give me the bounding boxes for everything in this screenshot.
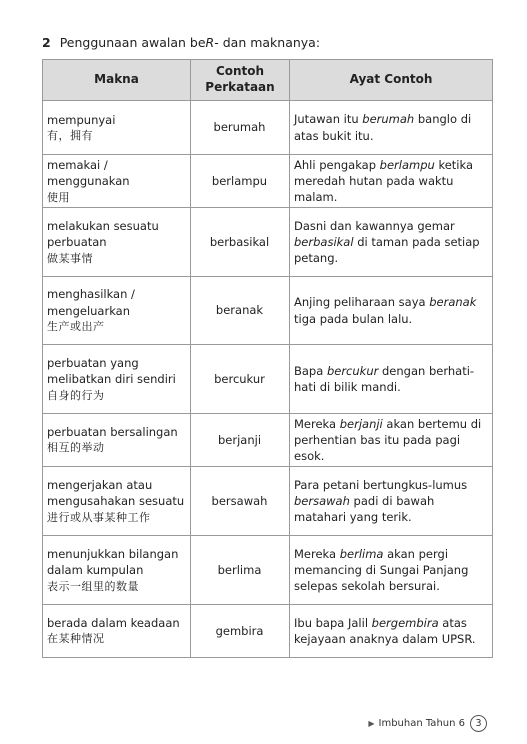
- arrow-right-icon: ▶: [368, 719, 375, 728]
- meaning-text: mengerjakan atau mengusahakan sesuatu: [47, 477, 185, 509]
- meaning-text: memakai / menggunakan: [47, 157, 130, 189]
- sentence-highlight: berjanji: [339, 416, 383, 431]
- meaning-text: berada dalam keadaan: [47, 616, 180, 631]
- meaning-text: menunjukkan bilangan dalam kumpulan: [47, 546, 179, 578]
- section-heading: [42, 35, 320, 50]
- meaning-cell: [43, 467, 191, 536]
- sentence-highlight: berumah: [362, 112, 415, 127]
- sentence-highlight: bergembira: [371, 615, 439, 630]
- sentence-post: di taman pada setiap petang.: [294, 234, 480, 266]
- meaning-chinese: 相互的举动: [47, 441, 105, 455]
- heading-text-post: - dan maknanya:: [214, 35, 321, 50]
- sentence-pre: Mereka: [294, 546, 340, 561]
- example-word: berlima: [191, 536, 290, 605]
- table-row: [43, 345, 493, 414]
- meaning-cell: [43, 101, 191, 155]
- sentence-highlight: beranak: [429, 295, 477, 310]
- example-word: berlampu: [191, 155, 290, 208]
- sentence-highlight: berlima: [339, 546, 384, 561]
- table-row: [43, 155, 493, 208]
- example-word: berbasikal: [191, 208, 290, 277]
- meaning-cell: [43, 277, 191, 345]
- prefix-meaning-table: [42, 59, 493, 658]
- table-row: [43, 605, 493, 658]
- sentence-post: ketika meredah hutan pada waktu malam.: [294, 157, 474, 205]
- sentence-post: akan bertemu di perhentian bas itu pada pagi esok.: [294, 416, 482, 464]
- meaning-text: perbuatan yang melibatkan diri sendiri: [47, 355, 176, 387]
- example-sentence: [290, 345, 493, 414]
- section-number: 2: [42, 35, 51, 50]
- sentence-post: atas kejayaan anaknya dalam UPSR.: [294, 615, 476, 646]
- table-row: [43, 414, 493, 467]
- header-contoh-perkataan: Contoh Perkataan: [191, 60, 290, 101]
- table-row: [43, 208, 493, 277]
- sentence-pre: Ibu bapa Jalil: [294, 615, 372, 630]
- sentence-pre: Dasni dan kawannya gemar: [294, 218, 455, 233]
- table-row: [43, 467, 493, 536]
- sentence-post: tiga pada bulan lalu.: [294, 311, 413, 326]
- meaning-chinese: 有，拥有: [47, 128, 93, 142]
- meaning-chinese: 自身的行为: [47, 388, 105, 402]
- heading-text-pre: Penggunaan awalan be: [59, 35, 206, 50]
- sentence-highlight: berbasikal: [294, 234, 354, 249]
- footer-label: Imbuhan Tahun 6: [378, 718, 465, 729]
- example-word: gembira: [191, 605, 290, 658]
- meaning-text: melakukan sesuatu perbuatan: [47, 218, 159, 250]
- meaning-cell: [43, 345, 191, 414]
- table-header-row: [43, 60, 493, 101]
- sentence-pre: Mereka: [294, 416, 340, 431]
- sentence-post: banglo di atas bukit itu.: [294, 112, 472, 143]
- meaning-chinese: 做某事情: [47, 251, 93, 265]
- table-row: [43, 536, 493, 605]
- example-sentence: [290, 467, 493, 536]
- meaning-chinese: 使用: [47, 190, 70, 204]
- example-sentence: [290, 101, 493, 155]
- sentence-post: padi di bawah matahari yang terik.: [294, 493, 435, 525]
- sentence-highlight: bersawah: [294, 493, 350, 508]
- table-row: [43, 277, 493, 345]
- meaning-chinese: 进行或从事某种工作: [47, 510, 151, 524]
- sentence-post: dengan berhati-hati di bilik mandi.: [294, 363, 475, 394]
- sentence-pre: Jutawan itu: [294, 112, 363, 127]
- example-word: beranak: [191, 277, 290, 345]
- table-row: [43, 101, 493, 155]
- example-sentence: [290, 414, 493, 467]
- meaning-cell: [43, 605, 191, 658]
- example-sentence: [290, 605, 493, 658]
- sentence-highlight: bercukur: [326, 363, 379, 378]
- header-makna: Makna: [43, 60, 191, 101]
- example-word: bersawah: [191, 467, 290, 536]
- meaning-cell: [43, 414, 191, 467]
- sentence-pre: Ahli pengakap: [294, 157, 380, 172]
- meaning-cell: [43, 536, 191, 605]
- example-word: berjanji: [191, 414, 290, 467]
- meaning-text: perbuatan bersalingan: [47, 425, 178, 440]
- meaning-chinese: 在某种情况: [47, 632, 105, 646]
- meaning-text: menghasilkan / mengeluarkan: [47, 287, 135, 318]
- meaning-text: mempunyai: [47, 112, 116, 127]
- example-sentence: [290, 208, 493, 277]
- sentence-pre: Anjing peliharaan saya: [294, 295, 430, 310]
- meaning-chinese: 表示一组里的数量: [47, 579, 139, 593]
- meaning-cell: [43, 155, 191, 208]
- heading-text-italic: R: [205, 35, 215, 50]
- meaning-cell: [43, 208, 191, 277]
- example-word: bercukur: [191, 345, 290, 414]
- page-number: 3: [470, 715, 487, 732]
- page-footer: [368, 715, 487, 732]
- meaning-chinese: 生产或出产: [47, 320, 105, 334]
- sentence-highlight: berlampu: [379, 157, 435, 172]
- example-sentence: [290, 277, 493, 345]
- example-sentence: [290, 155, 493, 208]
- header-ayat-contoh: Ayat Contoh: [290, 60, 493, 101]
- example-word: berumah: [191, 101, 290, 155]
- example-sentence: [290, 536, 493, 605]
- sentence-pre: Para petani bertungkus-lumus: [294, 477, 468, 492]
- sentence-pre: Bapa: [294, 363, 327, 378]
- sentence-post: akan pergi memancing di Sungai Panjang selepas sekolah bersurai.: [294, 546, 469, 594]
